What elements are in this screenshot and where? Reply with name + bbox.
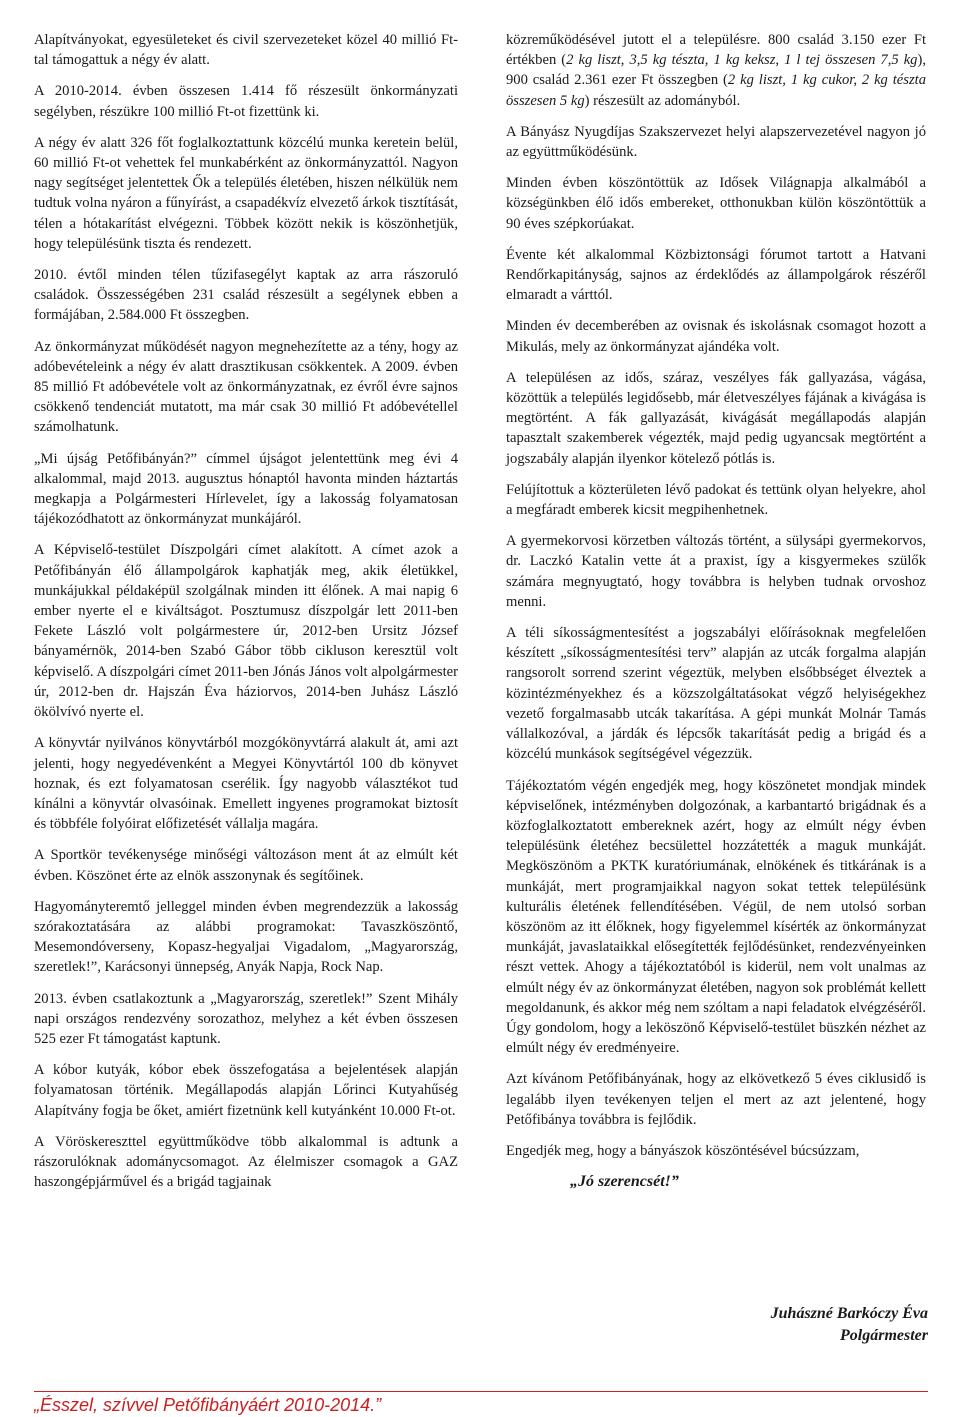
paragraph: Évente két alkalommal Közbiztonsági fórumot tartott a Hatvani Rendőrkapitányság, sajnos az érdeklődés az állampolgárok részéről elmaradt a várttól. (506, 246, 926, 304)
signature-title: Polgármester (840, 1327, 928, 1344)
paragraph-donation (506, 30, 926, 111)
paragraph: Felújítottuk a közterületen lévő padokat és tettünk olyan helyekre, ahol a megfáradt emberek kicsit megpihenhetnek. (506, 481, 926, 519)
right-column (506, 30, 926, 1192)
left-column (34, 30, 458, 1203)
paragraph: A Bányász Nyugdíjas Szakszervezet helyi alapszervezetével nagyon jó az együttműködésünk. (506, 123, 926, 161)
paragraph: Az önkormányzat működését nagyon megnehezítette az a tény, hogy az adóbevételeink a négy év alatt drasztikusan csökkentek. A 2009. évben 85 millió Ft adóbevétele volt az önkormányzatnak, ez évről évre sajnos csökkenő tendenciát mutatott, ma már csak 30 millió Ft adóbevétellel számolhatunk. (34, 338, 458, 436)
paragraph: Hagyományteremtő jelleggel minden évben megrendezzük a lakosság szórakoztatására az alábbi programokat: Tavaszköszöntő, Mesemondóverseny, Kopasz-hegyaljai Vigadalom, „Magyarország, szeretlek!”, Karácsonyi ünnepség, Anyák Napja, Rock Nap. (34, 898, 458, 976)
paragraph: Azt kívánom Petőfibányának, hogy az elkövetkező 5 éves ciklusidő is legalább ilyen tevékenyen teljen el mert az azt jelentené, hogy Petőfibánya továbbra is fejlődik. (506, 1071, 926, 1128)
paragraph: Minden év decemberében az ovisnak és iskolásnak csomagot hozott a Mikulás, mely az önkormányzat ajándéka volt. (506, 318, 926, 355)
paragraph: „Mi újság Petőfibányán?” címmel újságot jelentettünk meg évi 4 alkalommal, majd 2013. augusztus hónaptól havonta minden háztartás megkapja a Polgármesteri Hírlevelet, így a lakosság folyamatosan tájékozódhatott az önkormányzat munkájáról. (34, 450, 458, 528)
footer-title: „Ésszel, szívvel Petőfibányáért 2010-2014.” (34, 1395, 382, 1415)
paragraph: A Vöröskereszttel együttműködve több alkalommal is adtunk a rászorulóknak adománycsomagot. Az élelmiszer csomagok a GAZ haszongépjárművel és a brigád tagjainak (34, 1133, 458, 1191)
signature-block (506, 1303, 928, 1347)
paragraph: 2013. évben csatlakoztunk a „Magyarország, szeretlek!” Szent Mihály napi országos rendezvény sorozathoz, melyhez a két évben összesen 525 ezer Ft támogatást kaptunk. (34, 990, 458, 1047)
signature-name: Juhászné Barkóczy Éva (770, 1305, 928, 1322)
donation-text-middle: ), 900 család 2.361 ezer Ft összegben ( (506, 52, 926, 89)
paragraph: A könyvtár nyilvános könyvtárból mozgókönyvtárrá alakult át, ami azt jelenti, hogy negyedévenként a Megyei Könyvtártól 100 db könyvet hoznak, és ezt folyamatosan cserélik. Így nagyobb választékot tud kínálni a könyvtár olvasóinak. Emellett ingyenes programokat biztosít és többféle folyóirat előfizetését vállalja magára. (34, 735, 458, 833)
donation-text-after: ) részesült az adományból. (584, 92, 741, 109)
closing-greeting: „Jó szerencsét!” (570, 1173, 679, 1191)
donation-package-1: 2 kg liszt, 3,5 kg tészta, 1 kg keksz, 1 l tej összesen 7,5 kg (566, 52, 918, 69)
paragraph: A kóbor kutyák, kóbor ebek összefogatása a bejelentések alapján folyamatosan történik. Megállapodás alapján Lőrinci Kutyahűség Alapítvány fogja be őket, amiért fizetnünk kell kutyánként 10.000 Ft-ot. (34, 1062, 458, 1119)
paragraph: A téli síkosságmentesítést a jogszabályi előírásoknak megfelelően készített „síkosságmentesítési terv” alapján az utcák forgalma alapján rangsorolt sorrend szerint végeztük, melyben elsőbbséget élveztek a közintézményekhez és a közszolgáltatásokat végző helyiségekhez vezető forgalmasabb utcák takarítása. A gépi munkát Molnár Tamás vállalkozóval, a járdák és lépcsők takarítását pedig a brigád és a közcélú munkások segítségével végezzük. (506, 625, 926, 763)
donation-text-before: közreműködésével jutott el a településre. 800 család 3.150 ezer Ft értékben ( (506, 32, 926, 69)
paragraph: Tájékoztatóm végén engedjék meg, hogy köszönetet mondjak mindek képviselőnek, intézményben dolgozónak, a karbantartó brigádnak és a közfoglalkoztatott embereknek azért, hogy az elmúlt négy évben településünk életéhez becsülettel hozzátették a maguk munkáját. Megköszönöm a PKTK kuratóriumának, elnökének és titkárának is a munkáját, mert programjaikkal nagyon sokat tettek településünk kulturális életének fellendítésében. Végül, de nem utolsó sorban köszönöm az itt élőknek, hogy figyelemmel kísérték az önkormányzat munkáját, javaslataikkal elősegítették fejlődésünket, rendezvényeinken részt vettek. Ahogy a tájékoztatóból is kiderül, nem volt unalmas az elmúlt négy év az önkormányzat életében, nagyon sok problémát kellett megoldanunk, és akkor még nem szóltam a napi feladatok elvégzéséről. Úgy gondolom, hogy a leköszönő Képviselő-testület büszkén nézhet az elmúlt négy év eredményeire. (506, 777, 926, 1057)
paragraph: Alapítványokat, egyesületeket és civil szervezeteket közel 40 millió Ft-tal támogattuk a négy év alatt. (34, 32, 458, 69)
paragraph: Engedjék meg, hogy a bányászok köszöntésével búcsúzzam, (506, 1142, 860, 1159)
paragraph: A településen az idős, száraz, veszélyes fák gallyazása, vágása, közöttük a település legidősebb, már életveszélyes fájának a kivágása is megtörtént. A fák gallyazását, kivágását megállapodás alapján tapasztalt szakemberek végezték, majd pedig ugyancsak megtörtént a jogszabály alapján ilyenkor kötelező pótlás is. (506, 369, 926, 467)
paragraph: A 2010-2014. évben összesen 1.414 fő részesült önkormányzati segélyben, részükre 100 millió Ft-ot fizettünk ki. (34, 83, 458, 120)
donation-package-2: 2 kg liszt, 1 kg cukor, 2 kg tészta összesen 5 kg (506, 72, 926, 109)
paragraph: Minden évben köszöntöttük az Idősek Világnapja alkalmából a községünkben élő idős embereket, otthonukban külön köszöntöttük a 90 éves szépkorúakat. (506, 175, 926, 232)
paragraph: A Képviselő-testület Díszpolgári címet alakított. A címet azok a Petőfibányán élő állampolgárok kaphatják meg, akik életükkel, munkájukkal példaképül szolgálnak minden itt élőnek. A mai napig 6 ember nyerte el e kiváltságot. Posztumusz díszpolgár lett 2011-ben Fekete László volt polgármestere úr, 2012-ben Ursitz József bányamérnök, 2014-ben Szabó Gábor több cikluson keresztül volt képviselő. A díszpolgári címet 2011-ben Jónás János volt alpolgármester úr, 2012-ben dr. Hajszán Éva háziorvos, 2014-ben Juhász László ökölvívó nyerte el. (34, 542, 458, 721)
paragraph: A gyermekorvosi körzetben változás történt, a sülysápi gyermekorvos, dr. Laczkó Katalin vette át a praxist, így a kisgyermekes szülők számára megnyugtató, hogy továbbra is helyben tudnak orvoshoz menni. (506, 533, 926, 610)
paragraph: 2010. évtől minden télen tűzifasegélyt kaptak az arra rászoruló családok. Összességében 231 család részesült a segélynek ebben a formájában, 2.584.000 Ft összegben. (34, 267, 458, 324)
paragraph: A Sportkör tevékenysége minőségi változáson ment át az elmúlt két évben. Köszönet érte az elnök asszonynak és segítőinek. (34, 847, 458, 884)
paragraph: A négy év alatt 326 főt foglalkoztattunk közcélú munka keretein belül, 60 millió Ft-ot vehettek fel munkabérként az önkormányzattól. Nagyon nagy segítséget jelentettek Ők a település életében, hiszen nélkülük nem tudtuk volna nyáron a fűnyírást, a csapadékvíz elvezető árkok tisztítását, télen a hótakarítást elvégezni. Többek között nekik is köszönhetjük, hogy településünk tiszta és rendezett. (34, 134, 458, 252)
footer-divider (34, 1391, 928, 1392)
